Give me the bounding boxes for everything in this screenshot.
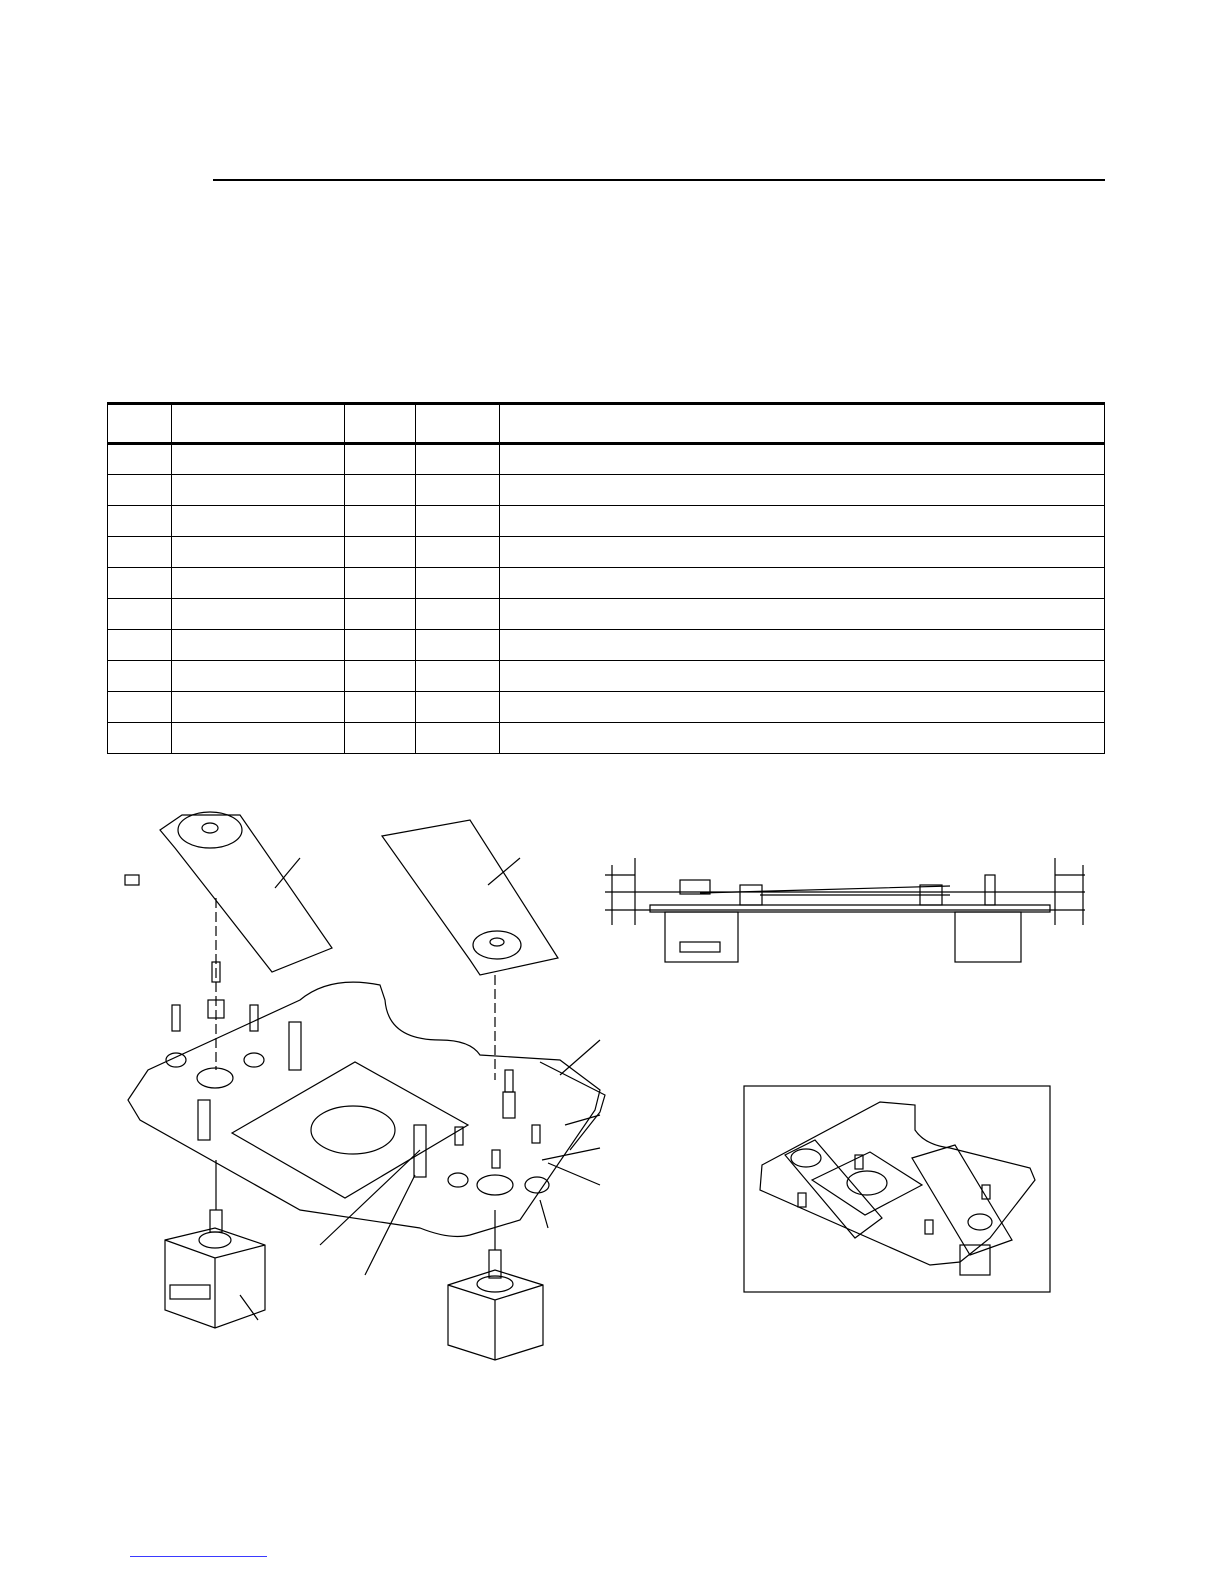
screw [532,1125,540,1143]
right-motor-body [955,912,1021,962]
standoff [198,1100,210,1140]
cell [416,692,500,723]
cell [172,537,345,568]
cell [108,444,172,475]
cell [500,568,1105,599]
left-motor-body [665,912,738,962]
spacer-block [740,885,762,905]
cell [108,692,172,723]
assembly-drawing [0,790,1224,1390]
col-qty-header [345,404,416,444]
parts-list-table [107,402,1105,754]
cell [416,723,500,754]
cell [172,661,345,692]
cell [500,661,1105,692]
table-row [108,630,1105,661]
table-row [108,568,1105,599]
motor-flange [199,1232,231,1248]
center-square-pad [232,1062,468,1198]
cell [345,661,416,692]
cell [172,630,345,661]
right-fastener-stack [414,1070,549,1195]
cell [416,475,500,506]
standoff [289,1022,301,1070]
left-arm-hub [178,812,242,848]
left-stepper-motor [165,1210,265,1328]
left-arm-hub-inner [202,823,218,833]
cell [345,475,416,506]
cell [172,475,345,506]
cell [108,475,172,506]
cell [416,444,500,475]
cell [500,444,1105,475]
right-arm [382,820,558,975]
motor-connector [170,1285,210,1299]
cell [416,568,500,599]
inset-base-plate [760,1102,1035,1265]
pulley [197,1068,233,1088]
col-description-header [500,404,1105,444]
dimension-line [605,858,1085,925]
table-row [108,661,1105,692]
cell [416,537,500,568]
plate-edge [540,1062,605,1150]
motor-shaft [489,1250,501,1278]
right-hub [985,875,995,905]
inset-frame [744,1086,1050,1292]
right-arm-hub [473,931,521,959]
set-screw [125,875,139,885]
mount-plate [650,905,1050,912]
inset-square-pad [812,1152,922,1215]
motor-edge [448,1285,543,1360]
cell [108,599,172,630]
assembled-inset-view [744,1086,1050,1292]
base-plate [128,982,600,1236]
screw [492,1150,500,1168]
cell [345,568,416,599]
screw [172,1005,180,1031]
inset-left-arm [785,1140,882,1238]
cell [172,599,345,630]
inset-left-hub [791,1149,821,1167]
cell [172,506,345,537]
center-hole [311,1106,395,1154]
cell [108,723,172,754]
screw [505,1070,513,1092]
right-stepper-motor [448,1250,543,1360]
cell [108,506,172,537]
side-elevation-view [605,858,1085,962]
cell [500,630,1105,661]
inset-right-hub [968,1214,992,1230]
cell [345,692,416,723]
exploded-assembly-view [125,812,605,1360]
cell [172,444,345,475]
right-arm-hub-inner [490,938,504,946]
col-part-number-header [172,404,345,444]
left-motor-connector [680,942,720,952]
cell [416,506,500,537]
cell [108,630,172,661]
cell [500,506,1105,537]
col-unit-header [416,404,500,444]
leader-line [488,858,520,885]
cell [500,599,1105,630]
screw [250,1005,258,1031]
pulley [525,1177,549,1193]
standoff [503,1092,515,1118]
axis-line [216,898,495,1080]
cell [172,692,345,723]
inset-standoff [925,1220,933,1234]
cell [345,444,416,475]
cell [345,599,416,630]
table-row [108,444,1105,475]
left-arm [160,815,332,972]
table-row [108,506,1105,537]
pulley [477,1175,513,1195]
cell [108,537,172,568]
header-rule [213,179,1105,181]
table-row [108,537,1105,568]
col-item-header [108,404,172,444]
table-row [108,475,1105,506]
cell [108,661,172,692]
cell [416,599,500,630]
left-fastener-stack [166,962,301,1140]
cell [500,537,1105,568]
table-header-row [108,404,1105,444]
page-link-underline[interactable] [130,1556,267,1557]
table-row [108,599,1105,630]
cell [345,723,416,754]
pulley [448,1173,468,1187]
cell [500,475,1105,506]
pulley [244,1053,264,1067]
belt [700,886,950,895]
cell [345,537,416,568]
cell [416,661,500,692]
table-row [108,692,1105,723]
cell [172,568,345,599]
cell [500,723,1105,754]
table-row [108,723,1105,754]
cell [345,506,416,537]
cell [500,692,1105,723]
inset-right-arm [912,1145,1012,1255]
inset-center-hole [847,1171,887,1195]
cell [172,723,345,754]
cell [345,630,416,661]
cell [416,630,500,661]
inset-standoff [798,1193,806,1207]
cell [108,568,172,599]
